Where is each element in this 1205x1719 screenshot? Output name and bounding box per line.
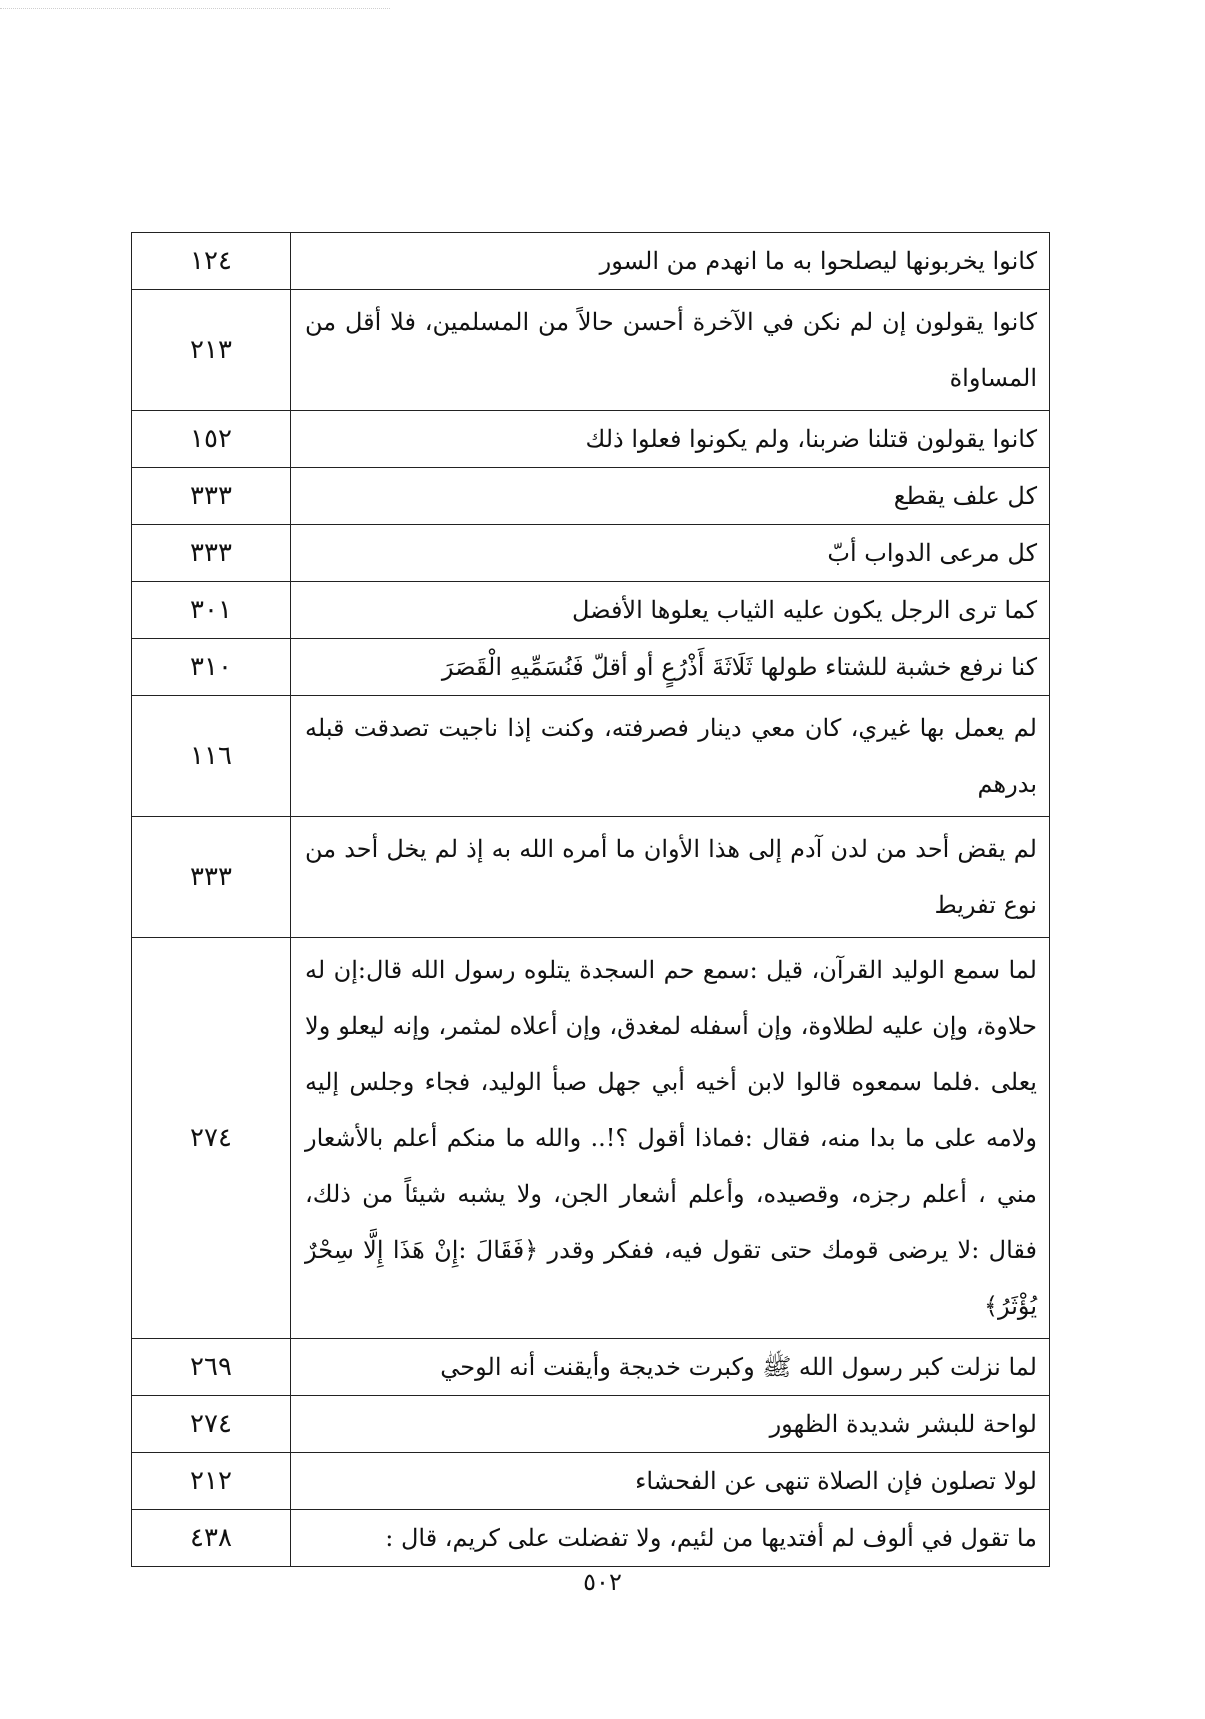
index-table xyxy=(131,232,1050,1567)
scan-edge-line xyxy=(0,8,390,9)
index-entry-page: ٣٣٣ xyxy=(132,817,291,938)
index-entry-page: ٢٧٤ xyxy=(132,1396,291,1453)
entry-text: لولا تصلون فإن الصلاة تنهى عن الفحشاء xyxy=(635,1467,1037,1495)
index-entry-text xyxy=(291,233,1050,290)
index-entry-text xyxy=(291,1510,1050,1567)
index-entry-text xyxy=(291,468,1050,525)
entry-text: كنا نرفع خشبة للشتاء طولها ثَلَاثَةَ أَذْرُعٍ أو أقلّ فَنُسَمِّيهِ الْقَصَرَ xyxy=(441,653,1037,681)
table-row xyxy=(132,582,1050,639)
index-entry-text xyxy=(291,1453,1050,1510)
index-entry-page: ٣٣٣ xyxy=(132,525,291,582)
index-entry-page: ٢٦٩ xyxy=(132,1339,291,1396)
index-entry-page: ٢٧٤ xyxy=(132,938,291,1339)
index-entry-text xyxy=(291,938,1050,1339)
index-entry-page: ١١٦ xyxy=(132,696,291,817)
index-table-body xyxy=(132,233,1050,1567)
entry-text: لواحة للبشر شديدة الظهور xyxy=(769,1410,1037,1438)
index-entry-page: ٣٣٣ xyxy=(132,468,291,525)
index-entry-page: ٣٠١ xyxy=(132,582,291,639)
entry-text: لما سمع الوليد القرآن، قيل :سمع حم السجدة يتلوه رسول الله قال:إن له حلاوة، وإن عليه لطلاوة، وإن أسفله لمغدق، وإن أعلاه لمثمر، وإنه ليعلو ولا يعلى .فلما سمعوه قالوا لابن أخيه أبي جهل صبأ الوليد، فجاء وجلس إليه ولامه على ما بدا منه، فقال :فماذا أقول ؟!.. والله ما منكم أعلم بالأشعار مني ، أعلم رجزه، وقصيده، وأعلم أشعار الجن، ولا يشبه شيئاً من ذلك، فقال :لا يرضى قومك حتى تقول فيه، ففكر وقدر ﴿فَقَالَ :إِنْ هَذَا إِلَّا سِحْرٌ يُؤْثَرُ﴾ xyxy=(305,956,1037,1320)
entry-text: لما نزلت كبر رسول الله ﷺ وكبرت خديجة وأيقنت أنه الوحي xyxy=(440,1353,1037,1381)
index-entry-page: ١٢٤ xyxy=(132,233,291,290)
index-entry-text xyxy=(291,582,1050,639)
index-entry-page: ٤٣٨ xyxy=(132,1510,291,1567)
index-entry-text xyxy=(291,525,1050,582)
index-entry-page: ٣١٠ xyxy=(132,639,291,696)
index-entry-page: ١٥٢ xyxy=(132,411,291,468)
table-row xyxy=(132,233,1050,290)
entry-text: كل علف يقطع xyxy=(893,482,1037,510)
entry-text: ما تقول في ألوف لم أفتديها من لئيم، ولا تفضلت على كريم، قال : xyxy=(385,1524,1037,1552)
index-entry-text xyxy=(291,290,1050,411)
table-row xyxy=(132,1453,1050,1510)
page-number: ٥٠٢ xyxy=(583,1568,622,1596)
index-entry-page: ٢١٢ xyxy=(132,1453,291,1510)
entry-text: كانوا يخربونها ليصلحوا به ما انهدم من السور xyxy=(599,247,1037,275)
table-row xyxy=(132,411,1050,468)
index-entry-page: ٢١٣ xyxy=(132,290,291,411)
table-row xyxy=(132,1510,1050,1567)
entry-text: لم يقض أحد من لدن آدم إلى هذا الأوان ما أمره الله به إذ لم يخل أحد من نوع تفريط xyxy=(305,835,1037,919)
entry-text: كانوا يقولون قتلنا ضربنا، ولم يكونوا فعلوا ذلك xyxy=(585,425,1037,453)
index-entry-text xyxy=(291,817,1050,938)
table-row xyxy=(132,525,1050,582)
index-entry-text xyxy=(291,696,1050,817)
entry-text: لم يعمل بها غيري، كان معي دينار فصرفته، وكنت إذا ناجيت تصدقت قبله بدرهم xyxy=(305,714,1037,798)
entry-text: كانوا يقولون إن لم نكن في الآخرة أحسن حالاً من المسلمين، فلا أقل من المساواة xyxy=(305,308,1038,392)
table-row xyxy=(132,938,1050,1339)
index-entry-text xyxy=(291,639,1050,696)
entry-text: كما ترى الرجل يكون عليه الثياب يعلوها الأفضل xyxy=(571,596,1037,624)
table-row xyxy=(132,468,1050,525)
entry-text: كل مرعى الدواب أبّ xyxy=(827,539,1037,567)
table-row xyxy=(132,1396,1050,1453)
table-row xyxy=(132,1339,1050,1396)
index-entry-text xyxy=(291,411,1050,468)
index-entry-text xyxy=(291,1396,1050,1453)
index-entry-text xyxy=(291,1339,1050,1396)
table-row xyxy=(132,290,1050,411)
table-row xyxy=(132,696,1050,817)
table-row xyxy=(132,817,1050,938)
table-row xyxy=(132,639,1050,696)
